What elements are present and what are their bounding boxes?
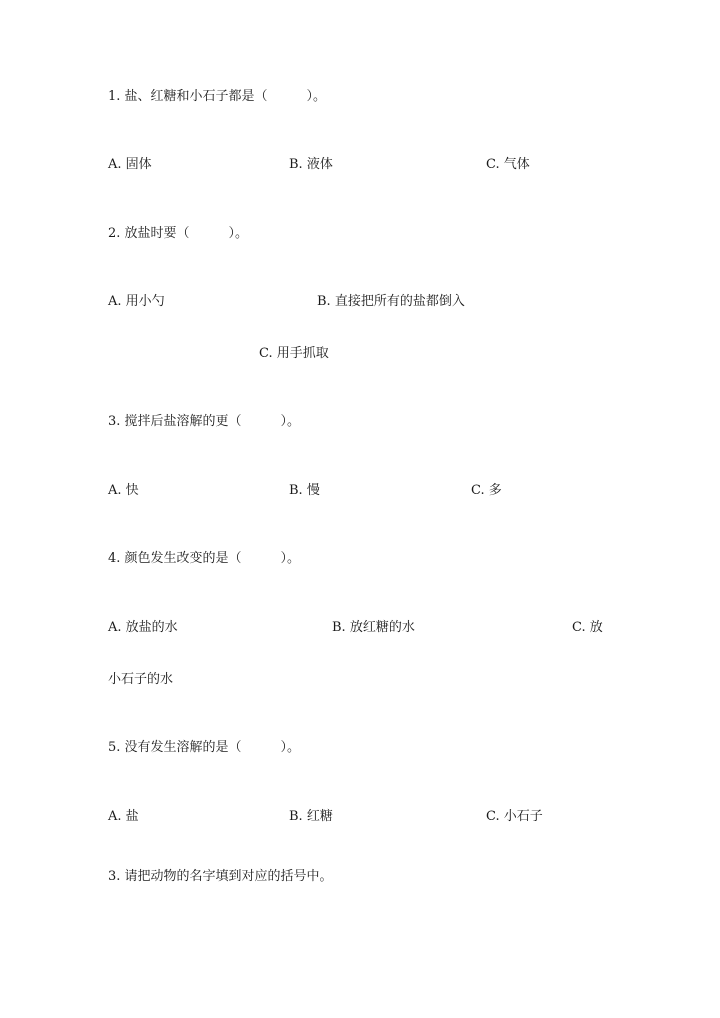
question-1-text: 1. 盐、红糖和小石子都是（ ）。 (108, 89, 327, 104)
question-2-option-b: B. 直接把所有的盐都倒入 (317, 294, 465, 309)
question-2-option-a: A. 用小勺 (108, 294, 165, 309)
question-1-option-c: C. 气体 (486, 157, 530, 172)
question-5-text: 5. 没有发生溶解的是（ ）。 (108, 740, 301, 755)
question-5-option-c: C. 小石子 (486, 809, 543, 824)
question-4-option-c: C. 放 (572, 620, 603, 635)
question-1-option-a: A. 固体 (108, 157, 152, 172)
section-heading: 3. 请把动物的名字填到对应的括号中。 (108, 869, 333, 884)
question-3-text: 3. 搅拌后盐溶解的更（ ）。 (108, 414, 301, 429)
question-5-option-a: A. 盐 (108, 809, 139, 824)
question-4-option-c-continuation: 小石子的水 (108, 672, 174, 687)
question-3-option-b: B. 慢 (289, 483, 320, 498)
question-4-option-a: A. 放盐的水 (108, 620, 178, 635)
question-4-option-b: B. 放红糖的水 (332, 620, 415, 635)
question-4-text: 4. 颜色发生改变的是（ ）。 (108, 551, 301, 566)
question-1-option-b: B. 液体 (289, 157, 333, 172)
question-5-option-b: B. 红糖 (289, 809, 333, 824)
question-3-option-a: A. 快 (108, 483, 139, 498)
question-3-option-c: C. 多 (471, 483, 502, 498)
question-2-text: 2. 放盐时要（ ）。 (108, 226, 249, 241)
question-2-option-c: C. 用手抓取 (259, 346, 329, 361)
